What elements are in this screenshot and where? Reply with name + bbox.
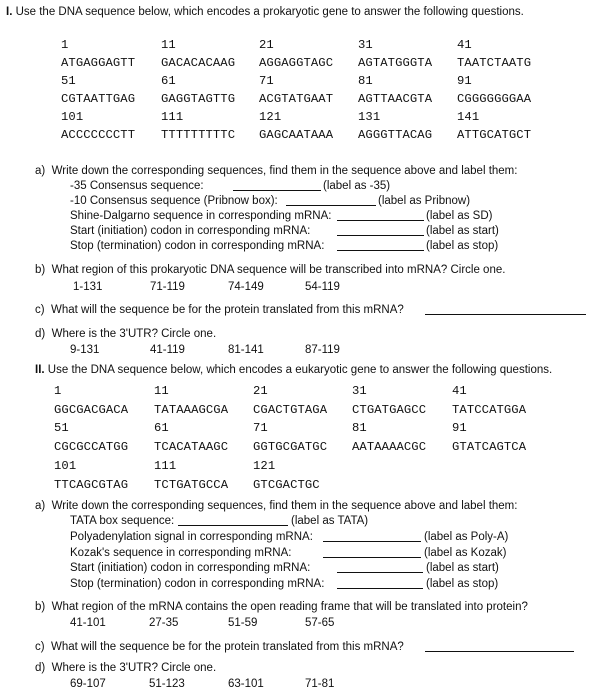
answer-item: -35 Consensus sequence:	[70, 180, 204, 192]
choice-option[interactable]: 51-59	[228, 617, 258, 629]
dna-sequence: ACCCCCCCTT	[61, 128, 136, 142]
question-b-prompt: b) What region of the mRNA contains the open reading frame that will be translated into protein?	[35, 601, 528, 613]
answer-label: (label as start)	[426, 562, 499, 574]
seq-position: 71	[259, 74, 274, 88]
dna-sequence: GGCGACGACA	[54, 403, 129, 417]
choice-option[interactable]: 9-131	[70, 344, 100, 356]
dna-sequence: ACGTATGAAT	[259, 92, 334, 106]
answer-blank-sd[interactable]	[337, 211, 424, 221]
answer-label: (label as Poly-A)	[424, 531, 509, 543]
answer-label: (label as stop)	[426, 240, 499, 252]
dna-sequence: GAGGTAGTTG	[161, 92, 236, 106]
answer-blank-protein[interactable]	[425, 642, 574, 652]
seq-position: 61	[154, 421, 169, 435]
seq-position: 121	[259, 110, 282, 124]
answer-label: (label as -35)	[323, 180, 391, 192]
answer-item: Kozak's sequence in corresponding mRNA:	[70, 547, 292, 559]
dna-sequence: CTGATGAGCC	[352, 403, 427, 417]
question-d-prompt: d) Where is the 3'UTR? Circle one.	[35, 328, 217, 340]
choice-option[interactable]: 51-123	[149, 678, 185, 690]
dna-sequence: AGTTAACGTA	[358, 92, 433, 106]
answer-label: (label as start)	[426, 225, 499, 237]
choice-option[interactable]: 69-107	[70, 678, 106, 690]
choice-option[interactable]: 41-119	[150, 344, 185, 356]
dna-sequence: AGGAGGTAGC	[259, 56, 334, 70]
answer-blank-stop[interactable]	[337, 241, 424, 251]
seq-position: 31	[358, 38, 373, 52]
question-b-prompt: b) What region of this prokaryotic DNA sequence will be transcribed into mRNA? Circle one.	[35, 264, 506, 276]
seq-position: 101	[54, 459, 77, 473]
seq-position: 11	[154, 384, 169, 398]
answer-label: (label as SD)	[426, 210, 493, 222]
answer-item: -10 Consensus sequence (Pribnow box):	[70, 195, 278, 207]
dna-sequence: CGGGGGGGAA	[457, 92, 532, 106]
seq-position: 1	[54, 384, 62, 398]
answer-item: TATA box sequence:	[70, 515, 175, 527]
answer-item: Start (initiation) codon in corresponding mRNA:	[70, 562, 311, 574]
seq-position: 81	[358, 74, 373, 88]
answer-blank-pribnow[interactable]	[286, 196, 376, 206]
answer-blank-start[interactable]	[337, 563, 423, 573]
seq-position: 41	[452, 384, 467, 398]
dna-sequence: AGGGTTACAG	[358, 128, 433, 142]
answer-item: Start (initiation) codon in corresponding mRNA:	[70, 225, 311, 237]
dna-sequence: ATTGCATGCT	[457, 128, 532, 142]
dna-sequence: AATAAAACGC	[352, 440, 427, 454]
seq-position: 131	[358, 110, 381, 124]
seq-position: 111	[154, 459, 177, 473]
choice-option[interactable]: 74-149	[228, 281, 264, 293]
choice-option[interactable]: 81-141	[228, 344, 264, 356]
choice-option[interactable]: 1-131	[73, 281, 103, 293]
answer-item: Stop (termination) codon in corresponding mRNA:	[70, 240, 325, 252]
seq-position: 71	[253, 421, 268, 435]
seq-position: 31	[352, 384, 367, 398]
answer-label: (label as TATA)	[291, 515, 369, 527]
dna-sequence: TTTTTTTTTC	[161, 128, 236, 142]
dna-sequence: TAATCTAATG	[457, 56, 532, 70]
part1-heading: I. Use the DNA sequence below, which encodes a prokaryotic gene to answer the following questions.	[6, 6, 524, 18]
choice-option[interactable]: 63-101	[228, 678, 264, 690]
seq-position: 141	[457, 110, 480, 124]
seq-position: 21	[253, 384, 268, 398]
answer-item: Polyadenylation signal in corresponding mRNA:	[70, 531, 313, 543]
dna-sequence: GACACACAAG	[161, 56, 236, 70]
choice-option[interactable]: 71-119	[150, 281, 185, 293]
dna-sequence: GAGCAATAAA	[259, 128, 334, 142]
answer-blank-start[interactable]	[337, 226, 424, 236]
dna-sequence: GTCGACTGC	[253, 478, 320, 492]
question-a-prompt: a) Write down the corresponding sequences, find them in the sequence above and label them:	[35, 500, 518, 512]
dna-sequence: TATCCATGGA	[452, 403, 527, 417]
answer-blank-tata[interactable]	[178, 516, 288, 526]
dna-sequence: CGACTGTAGA	[253, 403, 328, 417]
dna-sequence: CGTAATTGAG	[61, 92, 136, 106]
question-c-prompt: c) What will the sequence be for the protein translated from this mRNA?	[35, 641, 404, 653]
part2-heading: II. Use the DNA sequence below, which encodes a eukaryotic gene to answer the following questions.	[35, 364, 553, 376]
seq-position: 51	[61, 74, 76, 88]
choice-option[interactable]: 87-119	[305, 344, 340, 356]
answer-blank-minus35[interactable]	[233, 181, 321, 191]
choice-option[interactable]: 71-81	[305, 678, 335, 690]
seq-position: 51	[54, 421, 69, 435]
answer-label: (label as Pribnow)	[378, 195, 471, 207]
choice-option[interactable]: 41-101	[70, 617, 106, 629]
dna-sequence: CGCGCCATGG	[54, 440, 129, 454]
dna-sequence: TCTGATGCCA	[154, 478, 229, 492]
dna-sequence: GGTGCGATGC	[253, 440, 328, 454]
seq-position: 41	[457, 38, 472, 52]
question-a-prompt: a) Write down the corresponding sequences, find them in the sequence above and label them:	[35, 165, 518, 177]
seq-position: 61	[161, 74, 176, 88]
seq-position: 101	[61, 110, 84, 124]
seq-position: 111	[161, 110, 184, 124]
seq-position: 21	[259, 38, 274, 52]
dna-sequence: TATAAAGCGA	[154, 403, 229, 417]
dna-sequence: ATGAGGAGTT	[61, 56, 136, 70]
dna-sequence: TCACATAAGC	[154, 440, 229, 454]
choice-option[interactable]: 27-35	[149, 617, 179, 629]
choice-option[interactable]: 54-119	[305, 281, 340, 293]
seq-position: 11	[161, 38, 176, 52]
question-d-prompt: d) Where is the 3'UTR? Circle one.	[35, 662, 217, 674]
choice-option[interactable]: 57-65	[305, 617, 335, 629]
seq-position: 81	[352, 421, 367, 435]
answer-blank-protein[interactable]	[425, 305, 586, 315]
answer-blank-polya[interactable]	[323, 532, 421, 542]
seq-position: 1	[61, 38, 69, 52]
dna-sequence: GTATCAGTCA	[452, 440, 527, 454]
answer-blank-kozak[interactable]	[323, 548, 421, 558]
seq-position: 91	[457, 74, 472, 88]
answer-item: Shine-Dalgarno sequence in corresponding mRNA:	[70, 210, 332, 222]
answer-label: (label as Kozak)	[424, 547, 507, 559]
dna-sequence: TTCAGCGTAG	[54, 478, 129, 492]
seq-position: 91	[452, 421, 467, 435]
question-c-prompt: c) What will the sequence be for the protein translated from this mRNA?	[35, 304, 404, 316]
seq-position: 121	[253, 459, 276, 473]
dna-sequence: AGTATGGGTA	[358, 56, 433, 70]
answer-blank-stop[interactable]	[337, 579, 423, 589]
answer-label: (label as stop)	[426, 578, 499, 590]
answer-item: Stop (termination) codon in corresponding mRNA:	[70, 578, 325, 590]
